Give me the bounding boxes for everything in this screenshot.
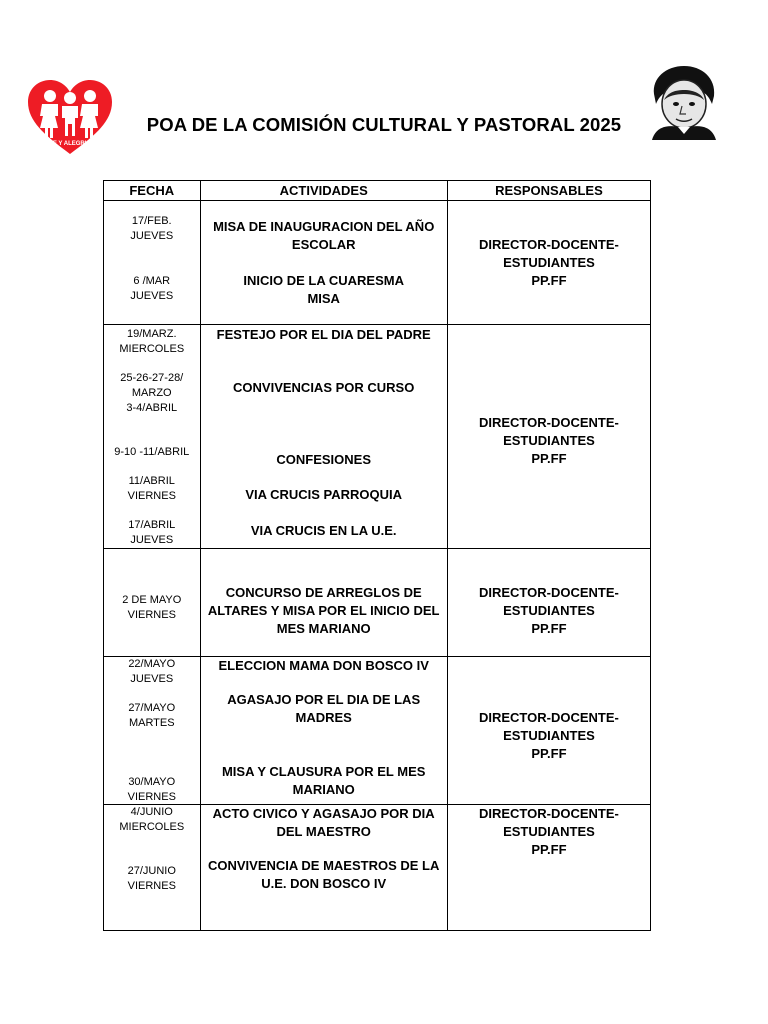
poa-table — [103, 180, 651, 931]
date-entry: 25-26-27-28/ MARZO 3-4/ABRIL — [120, 372, 184, 414]
header-fecha: FECHA — [104, 181, 201, 201]
title-text: POA DE LA COMISIÓN CULTURAL Y PASTORAL 2025 — [146, 114, 622, 135]
fecha-cell — [104, 325, 201, 549]
actividades-cell — [200, 657, 447, 805]
document-title — [0, 114, 768, 136]
responsible-entry: DIRECTOR-DOCENTE-ESTUDIANTES PP.FF — [478, 710, 619, 761]
fecha-cell — [104, 201, 201, 325]
responsables-cell — [447, 549, 650, 657]
responsible-entry: DIRECTOR-DOCENTE-ESTUDIANTES PP.FF — [478, 237, 619, 288]
table-header-row — [104, 181, 651, 201]
responsables-cell — [447, 805, 650, 931]
date-entry: 17/ABRIL JUEVES — [128, 519, 176, 546]
activity-entry: ACTO CIVICO Y AGASAJO POR DIA DEL MAESTRO — [212, 806, 435, 839]
actividades-cell — [200, 805, 447, 931]
header-responsables: RESPONSABLES — [447, 181, 650, 201]
activity-entry: VIA CRUCIS PARROQUIA — [245, 487, 403, 502]
activity-entry: CONCURSO DE ARREGLOS DE ALTARES Y MISA POR EL INICIO DEL MES MARIANO — [207, 585, 440, 636]
fecha-cell — [104, 549, 201, 657]
responsible-entry: DIRECTOR-DOCENTE-ESTUDIANTES PP.FF — [478, 806, 619, 857]
activity-entry: VIA CRUCIS EN LA U.E. — [250, 523, 397, 538]
date-entry: 6 /MAR JUEVES — [130, 275, 174, 302]
responsables-cell — [447, 201, 650, 325]
activity-entry: CONFESIONES — [276, 452, 371, 467]
table-row — [104, 325, 651, 549]
date-entry: 27/JUNIO VIERNES — [127, 865, 176, 892]
logo-text: FE Y ALEGRIA — [49, 141, 91, 147]
actividades-cell — [200, 201, 447, 325]
fecha-cell — [104, 805, 201, 931]
date-entry: 4/JUNIO MIERCOLES — [119, 806, 185, 833]
activity-entry: MISA Y CLAUSURA POR EL MES MARIANO — [221, 764, 426, 797]
activity-entry: ELECCION MAMA DON BOSCO IV — [218, 658, 429, 673]
fecha-cell — [104, 657, 201, 805]
activity-entry: AGASAJO POR EL DIA DE LAS MADRES — [227, 692, 421, 725]
activity-entry: CONVIVENCIA DE MAESTROS DE LA U.E. DON BOSCO IV — [208, 858, 440, 891]
responsible-entry: DIRECTOR-DOCENTE-ESTUDIANTES PP.FF — [478, 585, 619, 636]
activity-entry: MISA DE INAUGURACION DEL AÑO ESCOLAR — [213, 219, 435, 252]
date-entry: 11/ABRIL VIERNES — [127, 475, 176, 502]
responsables-cell — [447, 325, 650, 549]
header-actividades: ACTIVIDADES — [200, 181, 447, 201]
table-row — [104, 549, 651, 657]
responsible-entry: DIRECTOR-DOCENTE-ESTUDIANTES PP.FF — [478, 415, 619, 466]
table-row — [104, 201, 651, 325]
date-entry: 19/MARZ. MIERCOLES — [119, 328, 185, 355]
date-entry: 2 DE MAYO VIERNES — [122, 594, 182, 621]
table-row — [104, 805, 651, 931]
date-entry: 30/MAYO VIERNES — [127, 776, 176, 803]
table-row — [104, 657, 651, 805]
actividades-cell — [200, 325, 447, 549]
actividades-cell — [200, 549, 447, 657]
date-entry: 22/MAYO JUEVES — [128, 658, 176, 685]
date-entry: 27/MAYO MARTES — [128, 702, 176, 729]
activity-entry: INICIO DE LA CUARESMA MISA — [243, 273, 404, 306]
date-entry: 9-10 -11/ABRIL — [114, 446, 190, 458]
activity-entry: CONVIVENCIAS POR CURSO — [233, 380, 415, 395]
responsables-cell — [447, 657, 650, 805]
activity-entry: FESTEJO POR EL DIA DEL PADRE — [216, 327, 431, 342]
date-entry: 17/FEB. JUEVES — [130, 215, 174, 242]
